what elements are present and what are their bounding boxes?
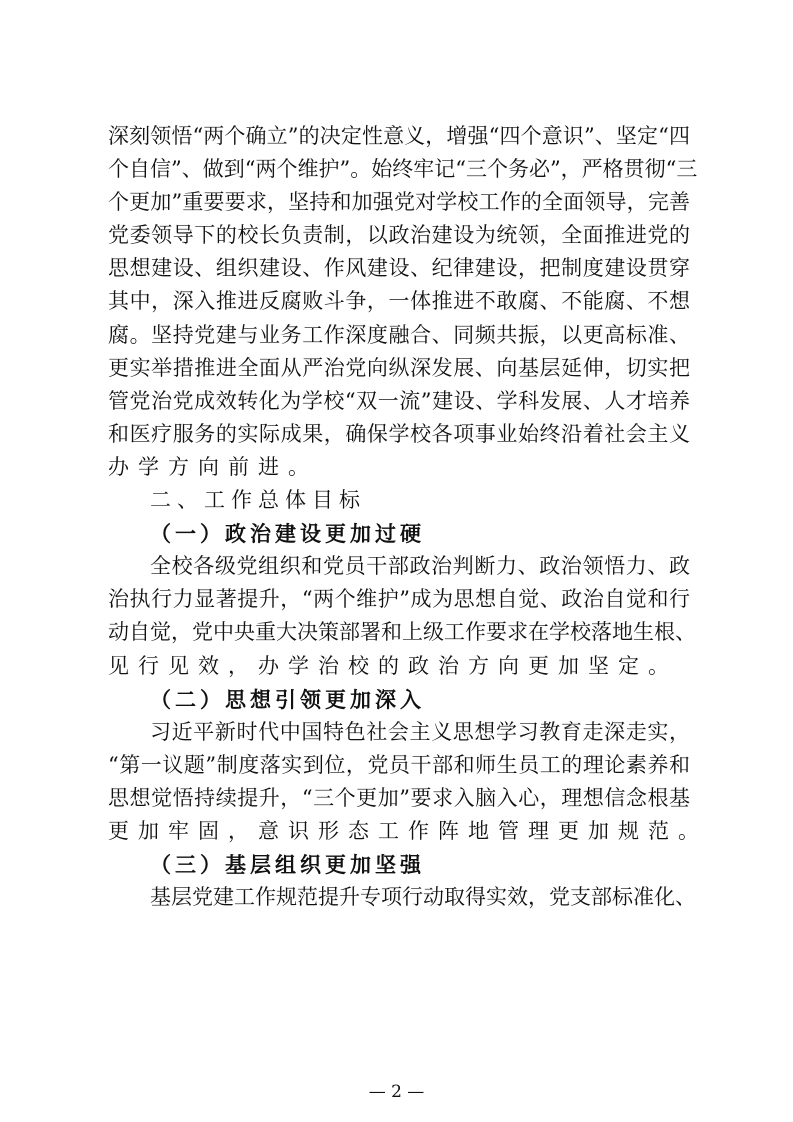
paragraph-line: 治执行力显著提升，“两个维护”成为思想自觉、政治自觉和行 <box>108 587 690 612</box>
section-heading: 二、工作总体目标 <box>150 488 366 513</box>
paragraph-line: 习近平新时代中国特色社会主义思想学习教育走深走实， <box>150 719 690 744</box>
paragraph-line: 个自信”、做到“两个维护”。始终牢记“三个务必”，严格贯彻“三 <box>108 157 698 182</box>
paragraph-line: 和医疗服务的实际成果，确保学校各项事业始终沿着社会主义 <box>108 421 690 446</box>
paragraph-line: 动自觉，党中央重大决策部署和上级工作要求在学校落地生根、 <box>108 620 696 645</box>
paragraph-line: 更加牢固，意识形态工作阵地管理更加规范。 <box>108 818 708 843</box>
paragraph-line: 全校各级党组织和党员干部政治判断力、政治领悟力、政 <box>150 554 690 579</box>
document-body <box>108 120 708 914</box>
subsection-heading: （一）政治建设更加过硬 <box>150 521 425 547</box>
subsection-heading: （二）思想引领更加深入 <box>150 686 425 712</box>
paragraph-line: 思想觉悟持续提升，“三个更加”要求入脑入心，理想信念根基 <box>108 785 690 810</box>
paragraph-line: 基层党建工作规范提升专项行动取得实效，党支部标准化、 <box>150 885 696 910</box>
paragraph-line: 见行见效，办学治校的政治方向更加坚定。 <box>108 653 678 678</box>
page-number: — 2 — <box>368 1082 425 1102</box>
paragraph-line: 办学方向前进。 <box>108 454 318 479</box>
paragraph-line: 深刻领悟“两个确立”的决定性意义，增强“四个意识”、坚定“四 <box>108 124 690 148</box>
paragraph-line: 管党治党成效转化为学校“双一流”建设、学科发展、人才培养 <box>108 388 690 413</box>
paragraph-line: 其中，深入推进反腐败斗争，一体推进不敢腐、不能腐、不想 <box>108 289 690 314</box>
paragraph-line: 腐。坚持党建与业务工作深度融合、同频共振，以更高标准、 <box>108 322 690 347</box>
paragraph-line: 思想建设、组织建设、作风建设、纪律建设，把制度建设贯穿 <box>108 256 690 281</box>
paragraph-line: 个更加”重要要求，坚持和加强党对学校工作的全面领导，完善 <box>108 190 690 215</box>
paragraph-line: “第一议题”制度落实到位，党员干部和师生员工的理论素养和 <box>108 752 690 777</box>
paragraph-line: 更实举措推进全面从严治党向纵深发展、向基层延伸，切实把 <box>108 355 690 380</box>
subsection-heading: （三）基层组织更加坚强 <box>150 852 425 878</box>
paragraph-line: 党委领导下的校长负责制，以政治建设为统领，全面推进党的 <box>108 223 690 248</box>
